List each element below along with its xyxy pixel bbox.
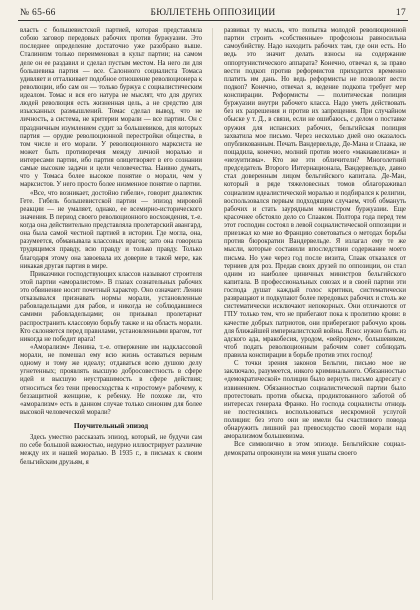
paragraph: С точки зрения законов Бельгии, письмо мое не заключало, разумеется, никого криминального. Обязанностью «демократической» полиции было вернуть письмо адресату с извинением. Обязанностью социалистической партии было протестовать против обыска, продиктованного заботой об интересах генерала Франко. Но господа социалисты отнюдь не постеснялись воспользоваться нескромной услугой полиции: без этого они не имели бы счастливого повода обнаружить лишний раз превосходство своей морали над аморализмом большевизма.	[224, 360, 406, 441]
page-number: 17	[395, 8, 406, 18]
paragraph: Приказчики господствующих классов называют строителя этой партии «аморалистом». В глазах сознательных рабочих это обвинение носит почетный характер. Оно означает: Ленин отказывался признавать нормы морали, установленные рабовладельцами для рабов, и никогда не соблюдавшиеся самими рабовладельцами; он призывал пролетариат распространить классовую борьбу также и на область морали. Кто склоняется перед правилами, установленными врагом, тот никогда не победит врага!	[20, 270, 202, 343]
paragraph: власть с большевистской партией, которая представляла собою заговор передовых рабочих против буржуазии. Это последнее определение достаточно уже разобрано выше. Сталинизм только переименовал в культ партии; на самом деле он ее раздавил и сделал пустым местом. На него ли для большевика партия — все. Салонного социалиста Томаса удивляет и отталкивает подобное отношение революционера к революции, ибо сам он — только буржуа с социалистическим идеалом. Томас и вся его натура не мыслят, что для других людей революция есть жизненная цель, а не средство для изысканных размышлений. Томас сделал вывод, что не личность, а система, не критерии морали — все партии. Он с праздничным изумлением судит за большевиков, для которых партия — орудие революционной перестройки общества, в том числе и его морали. У революционного марксиста не может быть противоречия между личной моралью и интересами партии, ибо партия олицетворяет в его сознании самые высокие задачи и цели человечества. Наивно думать, что у Томаса более высокое понятие о морали, чем у марксистов. У него просто более низменное понятие о партии.	[20, 27, 202, 189]
publication-title: БЮЛЛЕТЕНЬ ОППОЗИЦИИ	[150, 8, 276, 18]
right-column	[224, 27, 406, 458]
header-rule	[18, 20, 408, 21]
left-column	[20, 27, 202, 467]
paragraph: «Все, что возникает, достойно гибели», говорит диалектик Гете. Гибель большевистской партии — эпизод мировой реакции — не умаляет, однако, ее всемирно-исторического значения. В период своего революционного восхождения, т.-е. когда она действительно представляла пролетарский авангард, она была самой честной партией в истории. Где могла, она, разумеется, обманывала классовых врагов; зато она говорила трудящимся правду, всю правду и только правду. Только благодаря этому она завоевала их доверие в такой мере, как никакая другая партия в мире.	[20, 189, 202, 270]
paragraph: Все символично в этом эпизоде. Бельгийские социал-демократы опрокинули на меня ушаты своего	[224, 441, 406, 457]
section-title: Поучительный эпизод	[73, 421, 149, 430]
issue-number: № 65-66	[20, 8, 56, 18]
paragraph: развивал ту мысль, что попытка молодой революционной партии строить «собственные» профсоюзы равносильна самоубийству. Надо находить рабочих там, где они есть. Но ведь это значит делать взносы на содержание оппортунистического аппарата? Конечно, отвечал я, за право вести подкоп против реформистов приходится временно платить им дань. Но ведь реформисты не позволят вести подкоп? Конечно, отвечал я, ведение подкопа требует мер конспирации. Реформисты — политическая полиция буржуазии внутри рабочего класса. Надо уметь действовать без их разрешения и против их запрещения. При случайном обыске у т. Д., в связи, если не ошибаюсь, с делом о поставке оружия для испанских рабочих, бельгийская полиция захватила мое письмо. Через несколько дней оно оказалось опубликованным. Печать Вандервельде, Де-Мана и Спаака, не пощадила, конечно, молний против моего «макиавелизма» и «иезуитизма». Кто же эти обличители? Многолетний председатель Второго Интернационала, Вандервельде, давно стал доверенным лицом бельгийского капитала. Де-Ман, который в ряде тяжеловесных томов облагораживал социализм идеалистической моралью и подбирался к религии, воспользовался первым подходящим случаем, чтоб обмануть рабочих и стать заурядным министром буржуазии. Еще красочнее обстояло дело со Спааком. Полтора года перед тем этот господин состоял в левой социалистической оппозиции и приезжал ко мне во Францию советоваться о методах борьбы против бюрократии Вандервельде. Я излагал ему те же мысли, которые составили впоследствии содержание моего письма. Но уже через год после визита, Спаак отказался от терниев для роз. Предав своих друзей по оппозиции, он стал одним из наиболее циничных министров бельгийского капитала. В профессиональных союзах и в своей партии эти господа душат каждый голос критики, систематически развращают и подкупают более передовых рабочих и столь же систематически исключают непокорных. Они отличаются от ГПУ только тем, что не прибегают пока к пролитию крови: в качестве добрых патриотов, они приберегают рабочую кровь для ближайшей империалистской войны. Ясно: нужно быть из адского ада, мракобесия, уродом, «вейроцем», большевиком, чтоб подать революционным рабочим совет соблюдать правила конспирации в борьбе против этих господ!	[224, 27, 406, 359]
paragraph: Здесь уместно рассказать эпизод, который, не будучи сам по себе большой важностью, недурно иллюстрирует различие между их и нашей моралью. В 1935 г., в письмах к своим бельгийским друзьям, я	[20, 434, 202, 466]
column-divider	[212, 28, 213, 600]
paragraph: «Аморализм» Ленина, т.-е. отвержение им надклассовой морали, не помешал ему всю жизнь оставаться верным одному и тому же идеалу; отдаваться всею душою делу угнетенных; проявлять высшую добросовестность в сфере идей и высшую неустрашимость в сфере действия; относиться без тени превосходства к «простому» рабочему, к беззащитной женщине, к ребенку. Не похоже ли, что «аморализм» есть в данном случае только синоним для более высокой человеческой морали?	[20, 343, 202, 416]
